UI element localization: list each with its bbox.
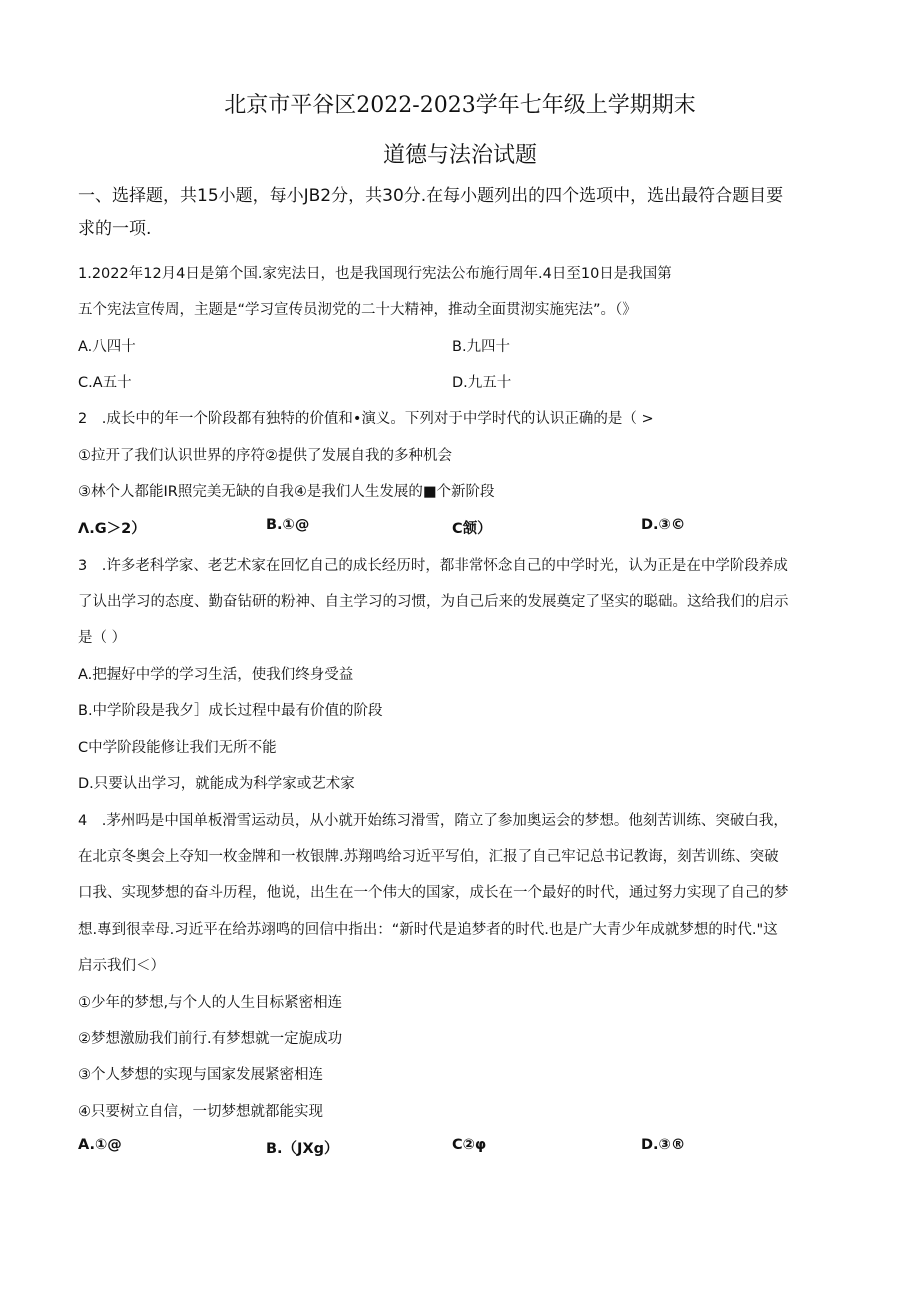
q1-option-d: D.九五十 <box>452 375 512 391</box>
q4-option-c: C②φ <box>452 1137 487 1153</box>
q4-line1: 4 .茅州吗是中国单板滑雪运动员，从小就开始练习滑雪，隋立了参加奥运会的梦想。他刻苦训练、突破白我， <box>78 813 788 829</box>
q2-option-d: D.③© <box>641 517 686 533</box>
q4-statement-3: ③个人梦想的实现与国家发展紧密相连 <box>78 1067 323 1083</box>
q3-option-b: B.中学阶段是我夕］成长过程中最有价值的阶段 <box>78 703 383 719</box>
q4-line2: 在北京冬奥会上夺知一枚金牌和一枚银牌.苏翔鸣给习近平写伯，汇报了自己牢记总书记教诲，刻苦训练、突破 <box>78 849 779 865</box>
exam-title: 北京市平谷区2022-2023学年七年级上学期期末 <box>224 93 696 118</box>
section-heading-line2: 求的一项. <box>78 219 152 239</box>
q2-option-c: C颔） <box>452 521 492 537</box>
q4-option-b: B.（JXg） <box>266 1141 339 1157</box>
q1-line2: 五个宪法宣传周，主题是“学习宣传员沏党的二十大精神，推动全面贯沏实施宪法”。（》 <box>78 302 637 318</box>
q4-statement-1: ①少年的梦想,与个人的人生目标紧密相连 <box>78 995 343 1011</box>
q3-line3: 是（ ） <box>78 630 127 646</box>
section-heading <box>78 180 848 246</box>
q1-line1: 1.2022年12月4日是第个国.家宪法日，也是我国现行宪法公布施行周年.4日至10日是我国第 <box>78 266 672 282</box>
q3-line1: 3 .许多老科学家、老艺术家在回忆自己的成长经历时，都非常怀念自己的中学时光，认为正是在中学阶段养成 <box>78 558 788 574</box>
q2-line3: ③林个人都能IR照完美无缺的自我④是我们人生发展的■个新阶段 <box>78 484 495 500</box>
q1-option-a: A.八四十 <box>78 339 136 355</box>
q4-line4: 想.專到很幸母.习近平在给苏翊鸣的回信中指出：“新时代是追梦者的时代.也是广大青少年成就梦想的时代."这 <box>78 922 778 938</box>
q4-line3: 口我、实现梦想的奋斗历程，他说，出生在一个伟大的国家，成长在一个最好的时代，通过努力实现了自己的梦 <box>78 885 789 901</box>
q2-line1: 2 .成长中的年一个阶段都有独特的价值和•演义。下列对于中学时代的认识正确的是（ > <box>78 411 654 427</box>
q3-line2: 了认出学习的态度、勤奋钻研的粉神、自主学习的习惯，为自己后来的发展奠定了坚实的聪础。这给我们的启示 <box>78 594 789 610</box>
q1-option-b: B.九四十 <box>452 339 511 355</box>
q2-option-a: Λ.G＞2） <box>78 521 146 537</box>
q3-option-c: C中学阶段能修让我们无所不能 <box>78 740 277 756</box>
q4-statement-4: ④只要树立自信，一切梦想就都能实现 <box>78 1104 323 1120</box>
q4-option-a: A.①@ <box>78 1137 122 1153</box>
exam-subtitle: 道德与法治试题 <box>382 143 537 168</box>
section-heading-line1: 一、选择题，共15小题，每小JB2分，共30分.在每小题列出的四个选项中，选出最符合题目要 <box>78 186 784 206</box>
q3-option-d: D.只要认出学习，就能成为科学家或艺术家 <box>78 776 355 792</box>
q3-option-a: A.把握好中学的学习生活，使我们终身受益 <box>78 667 354 683</box>
q2-line2: ①拉开了我们认识世界的序符②提供了发展自我的多种机会 <box>78 448 452 464</box>
q1-option-c: C.A五十 <box>78 375 132 391</box>
q2-option-b: B.①@ <box>266 517 310 533</box>
q4-option-d: D.③® <box>641 1137 686 1153</box>
q4-line5: 启示我们＜） <box>78 958 165 974</box>
q4-statement-2: ②梦想激励我们前行.有梦想就一定旎成功 <box>78 1031 343 1047</box>
